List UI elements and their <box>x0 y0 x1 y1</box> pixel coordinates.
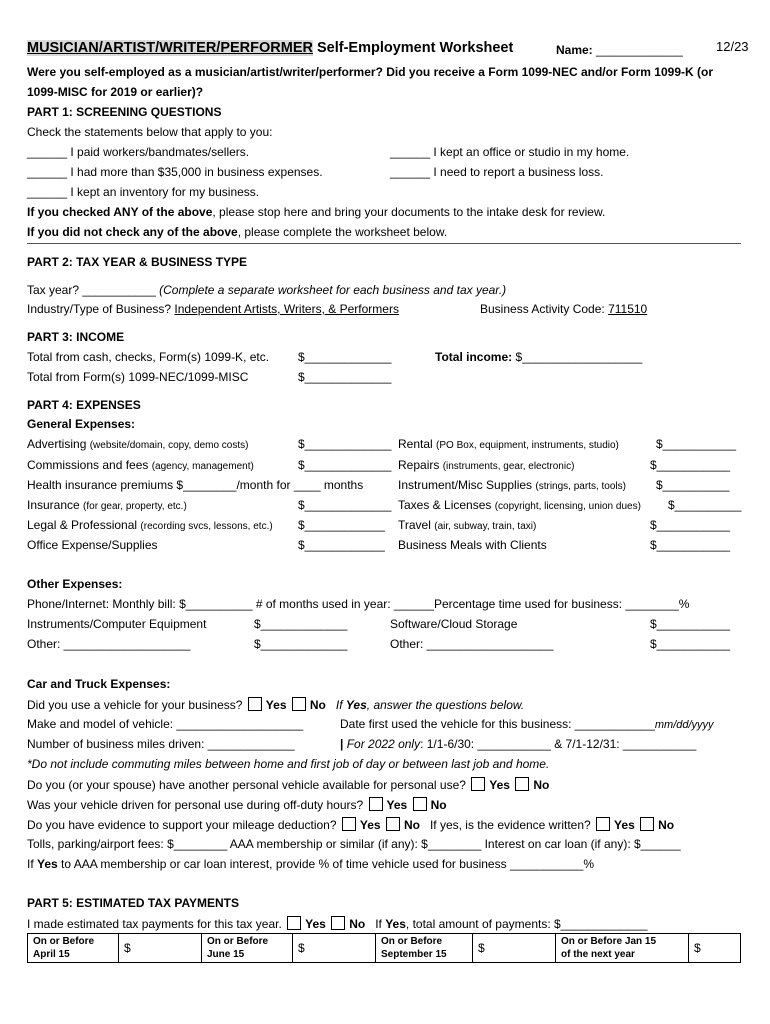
if-none-rest: , please complete the worksheet below. <box>237 225 448 239</box>
another-vehicle-question: Do you (or your spouse) have another personal vehicle available for personal use? Yes No <box>27 778 550 792</box>
other-expenses-heading: Other Expenses: <box>27 577 123 591</box>
expense-right-label: Business Meals with Clients <box>398 538 547 552</box>
screen-loss[interactable]: ______ I need to report a business loss. <box>390 165 604 179</box>
software-field[interactable]: $___________ <box>650 617 731 631</box>
estimated-yes-checkbox[interactable] <box>287 916 301 930</box>
personal-use-yes-checkbox[interactable] <box>369 797 383 811</box>
car-heading: Car and Truck Expenses: <box>27 677 171 691</box>
payment-due-label: On or Before September 15 <box>376 934 473 963</box>
if-none-checked <box>27 225 447 239</box>
name-field[interactable] <box>556 43 683 57</box>
payment-due-label: On or Before April 15 <box>28 934 119 963</box>
if-none-bold: If you did not check any of the above <box>27 225 238 239</box>
software-label: Software/Cloud Storage <box>390 617 518 631</box>
expense-left-field[interactable]: $____________ <box>298 518 385 532</box>
other-expense-1-label[interactable]: Other: ___________________ <box>27 637 191 651</box>
screen-home-office[interactable]: ______ I kept an office or studio in my home. <box>390 145 630 159</box>
tax-year-line[interactable] <box>27 283 506 297</box>
other-expense-1-field[interactable]: $_____________ <box>254 637 348 651</box>
vehicle-question: Did you use a vehicle for your business? Yes No If Yes, answer the questions below. <box>27 698 525 712</box>
section-divider <box>27 243 741 244</box>
payment-amount-cell[interactable]: $ <box>293 934 376 963</box>
expense-right-field[interactable]: $__________ <box>668 498 742 512</box>
payment-amount-cell[interactable]: $ <box>689 934 741 963</box>
intro-line-1: Were you self-employed as a musician/artist/writer/performer? Did you receive a Form 1099-NEC and/or Form 1099-K (or <box>27 65 713 79</box>
business-miles-field[interactable]: Number of business miles driven: _____________ <box>27 737 295 751</box>
expense-left-field[interactable]: $_____________ <box>298 458 392 472</box>
aaa-percent-line[interactable]: If Yes to AAA membership or car loan interest, provide % of time vehicle used for business ___________% <box>27 857 595 871</box>
screen-inventory[interactable]: ______ I kept an inventory for my business. <box>27 185 260 199</box>
activity-code-value: 711510 <box>608 302 648 316</box>
page-title <box>27 41 513 55</box>
activity-code-line <box>480 302 647 316</box>
income-line-1-label: Total from cash, checks, Form(s) 1099-K, etc. <box>27 350 270 364</box>
commute-note: *Do not include commuting miles between home and first job of day or between last job and home. <box>27 757 550 771</box>
income-line-2-field[interactable]: $_____________ <box>298 370 392 384</box>
health-insurance-line[interactable]: Health insurance premiums $________/month for ____ months <box>27 478 364 492</box>
tax-year-field[interactable]: Tax year? ___________ <box>27 283 160 297</box>
part4-heading: PART 4: EXPENSES <box>27 398 141 412</box>
expense-left-label: Insurance (for gear, property, etc.) <box>27 498 187 512</box>
total-income-field[interactable]: $__________________ <box>515 350 643 364</box>
another-vehicle-yes-checkbox[interactable] <box>471 777 485 791</box>
industry-label: Industry/Type of Business? <box>27 302 175 316</box>
expense-left-field[interactable]: $_____________ <box>298 498 392 512</box>
miles-2022[interactable]: | For 2022 only: 1/1-6/30: ___________ & 7/1-12/31: ___________ <box>340 737 697 751</box>
general-expenses-heading: General Expenses: <box>27 417 136 431</box>
written-no-checkbox[interactable] <box>640 817 654 831</box>
part5-heading: PART 5: ESTIMATED TAX PAYMENTS <box>27 896 240 910</box>
total-income[interactable] <box>435 350 642 364</box>
part1-instruction: Check the statements below that apply to you: <box>27 125 273 139</box>
vehicle-yes-checkbox[interactable] <box>248 697 262 711</box>
name-blank[interactable]: _____________ <box>596 43 683 57</box>
intro-line-2: 1099-MISC for 2019 or earlier)? <box>27 85 204 99</box>
revision-date: 12/23 <box>716 39 749 54</box>
make-model-field[interactable]: Make and model of vehicle: ___________________ <box>27 717 304 731</box>
if-any-rest: , please stop here and bring your documents to the intake desk for review. <box>212 205 606 219</box>
expense-right-field[interactable]: $___________ <box>650 458 731 472</box>
phone-internet-line[interactable]: Phone/Internet: Monthly bill: $__________ # of months used in year: ______Percentage time used for business: ________% <box>27 597 690 611</box>
expense-right-label: Taxes & Licenses (copyright, licensing, union dues) <box>398 498 641 512</box>
expense-right-label: Instrument/Misc Supplies (strings, parts, tools) <box>398 478 626 492</box>
screen-workers[interactable]: ______ I paid workers/bandmates/sellers. <box>27 145 250 159</box>
other-expense-2-field[interactable]: $___________ <box>650 637 731 651</box>
expense-left-label: Office Expense/Supplies <box>27 538 158 552</box>
if-any-checked <box>27 205 605 219</box>
tolls-line[interactable]: Tolls, parking/airport fees: $________ AAA membership or similar (if any): $________ Interest on car loan (if any): $______ <box>27 837 681 851</box>
expense-left-field[interactable]: $_____________ <box>298 437 392 451</box>
estimated-payments-table <box>27 933 741 963</box>
instruments-field[interactable]: $_____________ <box>254 617 348 631</box>
income-line-2-label: Total from Form(s) 1099-NEC/1099-MISC <box>27 370 249 384</box>
part2-heading: PART 2: TAX YEAR & BUSINESS TYPE <box>27 255 248 269</box>
screen-expenses[interactable]: ______ I had more than $35,000 in business expenses. <box>27 165 323 179</box>
industry-line <box>27 302 399 316</box>
expense-left-label: Advertising (website/domain, copy, demo costs) <box>27 437 249 451</box>
expense-left-label: Commissions and fees (agency, management) <box>27 458 254 472</box>
expense-right-field[interactable]: $__________ <box>656 478 730 492</box>
estimated-no-checkbox[interactable] <box>331 916 345 930</box>
name-label: Name: <box>556 43 593 57</box>
income-line-1-field[interactable]: $_____________ <box>298 350 392 364</box>
payment-amount-cell[interactable]: $ <box>119 934 202 963</box>
other-expense-2-label[interactable]: Other: ___________________ <box>390 637 554 651</box>
title-worksheet: Self-Employment Worksheet <box>312 40 514 56</box>
payment-due-label: On or Before Jan 15 of the next year <box>556 934 689 963</box>
personal-use-question: Was your vehicle driven for personal use during off-duty hours? Yes No <box>27 798 447 812</box>
expense-right-label: Repairs (instruments, gear, electronic) <box>398 458 575 472</box>
evidence-no-checkbox[interactable] <box>386 817 400 831</box>
expense-left-label: Legal & Professional (recording svcs, lessons, etc.) <box>27 518 273 532</box>
if-any-bold: If you checked ANY of the above <box>27 205 213 219</box>
expense-right-field[interactable]: $___________ <box>650 518 731 532</box>
written-yes-checkbox[interactable] <box>596 817 610 831</box>
total-income-label: Total income: <box>435 350 516 364</box>
evidence-question: Do you have evidence to support your mileage deduction? Yes No If yes, is the evidence written? Yes No <box>27 818 675 832</box>
date-first-used[interactable]: Date first used the vehicle for this business: ____________mm/dd/yyyy <box>340 717 714 731</box>
estimated-payments-question: I made estimated tax payments for this tax year. Yes No If Yes, total amount of payments: $_____________ <box>27 917 648 931</box>
expense-right-field[interactable]: $___________ <box>650 538 731 552</box>
instruments-label: Instruments/Computer Equipment <box>27 617 207 631</box>
title-profession: MUSICIAN/ARTIST/WRITER/PERFORMER <box>27 40 313 56</box>
industry-value: Independent Artists, Writers, & Performers <box>174 302 399 316</box>
part3-heading: PART 3: INCOME <box>27 330 125 344</box>
activity-code-label: Business Activity Code: <box>480 302 609 316</box>
payment-due-label: On or Before June 15 <box>202 934 293 963</box>
another-vehicle-no-checkbox[interactable] <box>515 777 529 791</box>
personal-use-no-checkbox[interactable] <box>413 797 427 811</box>
expense-right-label: Travel (air, subway, train, taxi) <box>398 518 537 532</box>
expense-left-field[interactable]: $____________ <box>298 538 385 552</box>
tax-year-note: (Complete a separate worksheet for each business and tax year.) <box>159 283 507 297</box>
evidence-yes-checkbox[interactable] <box>342 817 356 831</box>
vehicle-no-checkbox[interactable] <box>292 697 306 711</box>
payment-amount-cell[interactable]: $ <box>473 934 556 963</box>
part1-heading: PART 1: SCREENING QUESTIONS <box>27 105 222 119</box>
expense-right-field[interactable]: $___________ <box>656 437 737 451</box>
expense-right-label: Rental (PO Box, equipment, instruments, studio) <box>398 437 619 451</box>
